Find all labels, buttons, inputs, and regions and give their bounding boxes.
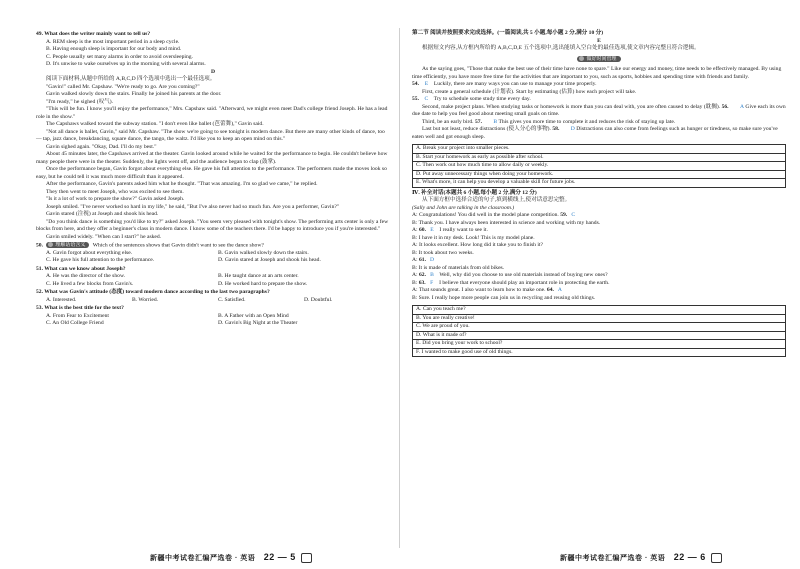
box-option: E. What's more, it can help you develop a valuable skill for future jobs. — [416, 179, 576, 186]
passage-instruction: 根据短文内容,从方框内所给的 A,B,C,D,E 五个选项中,选出能填入空白处的最佳选项,使文章内容完整且符合逻辑。 — [422, 45, 700, 51]
answer-blank: E — [424, 81, 429, 88]
dialog-line: B: It is made of materials from old bikes. — [412, 264, 505, 271]
paragraph: "I'm ready," he sighed (叹气). — [46, 98, 114, 105]
blank-number: 56. — [721, 103, 729, 110]
option: A. Gavin forgot about everything else. — [46, 249, 133, 256]
skill-tag — [46, 242, 89, 248]
paragraph: Gavin smiled widely. "When can I start?" he asked. — [46, 233, 162, 240]
paragraph: The Capshaws walked toward the subway station. "I don't even like ballet (芭蕾舞)," Gavin said. — [46, 121, 264, 127]
paragraph: "Do you think dance is something you'd like to try?" asked Joseph. "You seem very pleased with tonight's show. The performing arts center is only a few blocks from here, and they offer a beginner's class in modern dance. I know some of the teachers there. I'd be happy to introduce you if you're interested." — [36, 218, 389, 232]
blank-number: 57. — [474, 118, 482, 125]
question-53 — [36, 305, 390, 328]
box-option: D. Put away unnecessary things when doing your homework. — [413, 171, 785, 180]
option: A. He was the director of the show. — [46, 273, 126, 280]
question-stem: Which of the sentences shows that Gavin didn't want to see the dance show? — [92, 242, 264, 249]
footer-title: 新疆中考试卷汇编严选卷 · 英语 — [560, 554, 666, 562]
page-number: 22 — 5 — [263, 551, 296, 562]
blank-text: This gives you more time to complete it and reduces the risk of staying up late. — [498, 118, 676, 125]
option: B. He taught dance at an arts center. — [218, 273, 299, 280]
paragraph: "This will be fun. I know you'll enjoy the performance," Mrs. Capshaw said. "Afterward, we might even meet Dad's college friend Joseph. He has a lead role in the show." — [36, 106, 388, 120]
passage-banner — [412, 56, 786, 64]
question-stem: 49. What does the writer mainly want to tell us? — [36, 31, 151, 37]
answer-blank: D — [429, 257, 435, 264]
option: B. Gavin walked slowly down the stairs. — [218, 249, 309, 256]
answer-blank: C — [424, 96, 429, 103]
box-option: A. Can you teach me? — [413, 306, 785, 315]
blank-55 — [412, 96, 786, 104]
option: C. He lived a few blocks from Gavin's. — [46, 280, 134, 287]
blank-text: Distractions can also come from feelings such as hunger or tiredness, so make sure you've eaten well and got enough sleep. — [412, 126, 778, 140]
dialog-line: A: 62. B Well, why did you choose to use old materials instead of buying new ones? — [412, 272, 608, 279]
question-52 — [36, 289, 390, 304]
option: D. He worked hard to prepare the show. — [218, 280, 308, 287]
passage-instruction: 阅读下面材料,从题中所给的 A,B,C,D 四个选项中选出一个最佳选项。 — [46, 76, 216, 82]
paragraph: Joseph smiled. "I've never worked so hard in my life," he said, "But I've also never had so much fun. Are you a performer, Gavin?" — [46, 203, 340, 210]
blank-text: Try to schedule some study time every day. — [433, 96, 531, 103]
blank-text: Luckily, there are many ways you can use to manage your time properly. — [433, 81, 597, 88]
question-50 — [36, 242, 390, 265]
page-number: 22 — 6 — [673, 551, 706, 562]
option: A. REM sleep is the most important period in a sleep cycle. — [46, 38, 180, 45]
blank-54 — [412, 81, 786, 89]
passage-letter: E — [597, 37, 601, 44]
box-option: B. Start your homework as early as possible after school. — [413, 154, 785, 163]
blank-number: 54. — [412, 81, 419, 88]
target-icon — [48, 242, 53, 247]
option: C. Satisfied. — [218, 296, 246, 303]
option: C. People usually set many alarms in order to avoid oversleeping. — [46, 53, 193, 60]
dialog-line: B: I have it in my desk. Look! This is my model plane. — [412, 234, 535, 241]
box-option: D. What is it made of? — [413, 332, 785, 341]
option: B. Having enough sleep is important for our body and mind. — [46, 46, 182, 52]
paragraph-text: Second, make project plans. When studying tasks or homework is more than you can deal with, you are often caused to delay (耽搁). — [422, 103, 721, 110]
paragraph-56 — [412, 104, 786, 119]
question-51 — [36, 266, 390, 289]
option: C. He gave his full attention to the performance. — [46, 257, 155, 264]
paragraph: They then went to meet Joseph, who was excited to see them. — [46, 188, 184, 195]
answer-blank: E — [430, 227, 434, 234]
passage-letter: D — [210, 68, 216, 75]
dialog-line: A: Congratulations! You did well in the model plane competition. 59. C — [412, 212, 786, 220]
option: D. Gavin's Big Night at the Theater — [218, 320, 298, 327]
dialog-line: B: Thank you. I have always been interested in science and working with my hands. — [412, 219, 601, 226]
option: A. Interested. — [46, 296, 77, 303]
banner-title: 做好时间管理 — [586, 55, 617, 62]
answer-blank: A — [557, 287, 562, 294]
dialog-line: A: 60. E I really want to see it. — [412, 227, 488, 234]
box-option: C. We are proud of you. — [413, 323, 785, 332]
dialog-line: A: It looks excellent. How long did it take you to finish it? — [412, 242, 543, 249]
banner-tag — [577, 56, 620, 62]
dialog-line: B: Sure. I really hope more people can join us in recycling and reusing old things. — [412, 294, 596, 301]
paragraph: "Gavin!" called Mr. Capshaw. "We're ready to go. Are you coming?" — [46, 83, 200, 90]
dialog-scene: (Sally and John are talking in the classroom.) — [412, 204, 515, 211]
answer-blank: D — [570, 126, 575, 133]
paragraph: First, create a general schedule (计划表). Start by estimating (估算) how each project will take. — [422, 88, 637, 95]
question-stem: 51. What can we know about Joseph? — [36, 265, 126, 272]
target-icon — [579, 56, 584, 61]
option: D. Doubtful. — [304, 296, 333, 303]
paragraph: Gavin stared (注视) at Joseph and shook his head. — [46, 211, 159, 217]
dialog-line: B: 63. F I believe that everyone should play an important role in protecting the earth. — [412, 279, 610, 286]
option: A. From Fear to Excitement — [46, 312, 109, 319]
paragraph: As the saying goes, "Those that make the best use of their time have none to spare." Like our energy and money, time needs to be effectively managed. By using time efficiently, you have more free time for the activities that are important to you, such as sports, hobbies and spending time with friends and family. — [412, 66, 782, 80]
option: B. Worried. — [132, 296, 159, 303]
skill-tag-label: 理解话语含义 — [55, 242, 86, 248]
option: C. An Old College Friend — [46, 320, 104, 327]
answer-blank: B — [493, 118, 498, 125]
dialog-line: A: That sounds great. I also want to learn how to make one. 64. A — [412, 287, 786, 295]
blank-number: 58. — [552, 126, 560, 133]
question-stem: 52. What was Gavin's attitude (态度) toward modern dance according to the last two paragraphs? — [36, 289, 270, 296]
footer-title: 新疆中考试卷汇编严选卷 · 英语 — [150, 554, 256, 562]
paragraph-text: Last but not least, reduce distractions (使人分心的事物). — [422, 126, 551, 133]
publisher-logo-icon — [711, 553, 722, 563]
options-box-passage-e — [412, 144, 786, 188]
box-option: C. Then work out how much time to allow daily or weekly. — [413, 162, 785, 171]
dialog — [412, 212, 786, 302]
blank-text: Give each its own due date to help you feel good about meeting small goals on time. — [412, 103, 786, 118]
paragraph: Gavin walked slowly down the stairs. Finally he joined his parents at the door. — [46, 91, 222, 97]
blank-number: 55. — [412, 96, 419, 103]
right-page — [400, 0, 800, 569]
section-title: 第二节 阅读并按照要求完成选择。(一篇阅读,共 5 小题,每小题 2 分,满分 10 分) — [412, 30, 604, 36]
answer-blank: A — [739, 103, 745, 110]
paragraph: Gavin sighed again. "Okay, Dad. I'll do my best." — [46, 143, 157, 150]
option: D. It's unwise to wake ourselves up in the morning with several alarms. — [46, 61, 206, 67]
box-option: F. I wanted to make good use of old things. — [416, 348, 513, 355]
options-box-dialog — [412, 305, 786, 357]
paragraph: "Is it a lot of work to prepare the show?" Gavin asked Joseph. — [46, 196, 185, 202]
question-49 — [36, 31, 390, 69]
question-stem: 53. What is the best title for the text? — [36, 305, 124, 312]
answer-blank: F — [430, 279, 434, 286]
paragraph-text: Third, be an early bird. — [422, 118, 474, 125]
page-footer — [150, 553, 312, 563]
dialog-line: A: 61. D — [412, 257, 786, 265]
box-option: E. Did you bring your work to school? — [413, 340, 785, 349]
publisher-logo-icon — [301, 553, 312, 563]
question-number: 50. — [36, 242, 43, 249]
box-option: B. You are really creative! — [413, 315, 785, 324]
dialog-line: B: It took about two weeks. — [412, 249, 474, 256]
paragraph: About 45 minutes later, the Capshaws arrived at the theater. Gavin looked around while he waited for the performance to begin. He couldn't believe how many people there were in the theater. Suddenly, the lights went off, and the audience began to clap (鼓掌). — [36, 151, 388, 165]
section-title: Ⅳ. 补全对话(本题共 6 小题,每小题 2 分,满分 12 分) — [412, 189, 537, 196]
paragraph: After the performance, Gavin's parents asked him what he thought. "That was amazing. I'm so glad we came," he replied. — [46, 181, 318, 187]
section-instruction: 从下面方框中选择合适的句子,填到横线上,使对话意思完整。 — [422, 197, 571, 204]
answer-blank: B — [430, 272, 434, 279]
paragraph-58 — [412, 126, 786, 141]
option: D. Gavin stared at Joseph and shook his head. — [218, 257, 321, 264]
answer-blank: C — [571, 212, 576, 219]
option: B. A Father with an Open Mind — [218, 312, 289, 319]
paragraph: "Not all dance is ballet, Gavin," said Mr. Capshaw. "The show we're going to see tonight is modern dance. But there are many other kinds of dance, too — tap, jazz dance, breakdancing, square dance, the tango, the waltz. I'd like you to keep an open mind on this." — [36, 128, 385, 142]
passage-d — [36, 84, 390, 242]
page-footer — [560, 553, 722, 563]
box-option: A. Break your project into smaller pieces. — [413, 145, 785, 154]
paragraph: Once the performance began, Gavin forgot about everything else. He gave his full attention to the performance. The performers made the moves look so easy, but he could tell it was much more difficult than it appeared. — [36, 166, 387, 180]
